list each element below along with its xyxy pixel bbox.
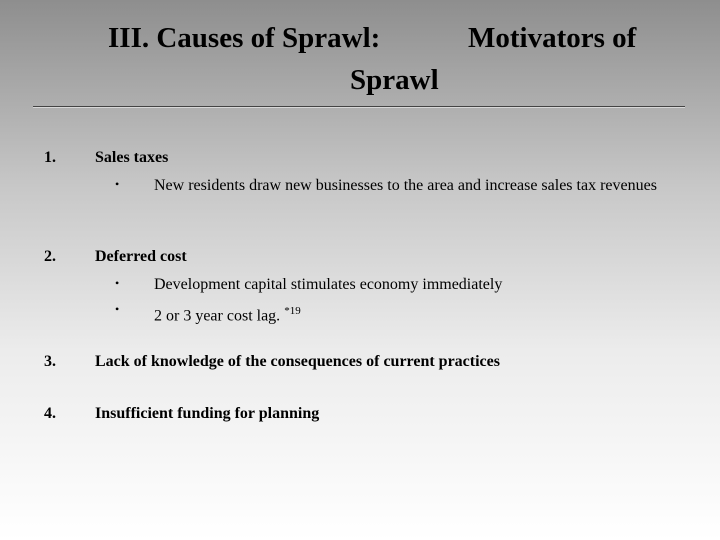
bullet-icon: • bbox=[115, 302, 120, 316]
item-number: 2. bbox=[44, 248, 56, 265]
title-part-1: III. Causes of Sprawl: bbox=[108, 22, 381, 54]
bullet-icon: • bbox=[115, 177, 120, 191]
item-heading: Insufficient funding for planning bbox=[95, 405, 320, 422]
item-number: 1. bbox=[44, 149, 56, 166]
item-heading: Deferred cost bbox=[95, 248, 187, 265]
sub-bullet-text: Development capital stimulates economy immediately bbox=[154, 276, 503, 293]
bullet-icon: • bbox=[115, 276, 120, 290]
slide-title bbox=[60, 22, 700, 96]
item-number: 3. bbox=[44, 353, 56, 370]
sub-bullet-text: New residents draw new businesses to the area and increase sales tax revenues bbox=[154, 177, 657, 194]
item-heading: Lack of knowledge of the consequences of current practices bbox=[95, 353, 500, 370]
title-part-2: Motivators of bbox=[468, 22, 637, 54]
item-heading: Sales taxes bbox=[95, 149, 169, 166]
footnote-marker: *19 bbox=[284, 305, 301, 317]
sub-bullet-text bbox=[154, 299, 674, 328]
item-number: 4. bbox=[44, 405, 56, 422]
title-line-2: Sprawl bbox=[350, 64, 439, 96]
title-divider bbox=[33, 106, 685, 108]
sub-bullet-text-main: 2 or 3 year cost lag. bbox=[154, 307, 285, 325]
